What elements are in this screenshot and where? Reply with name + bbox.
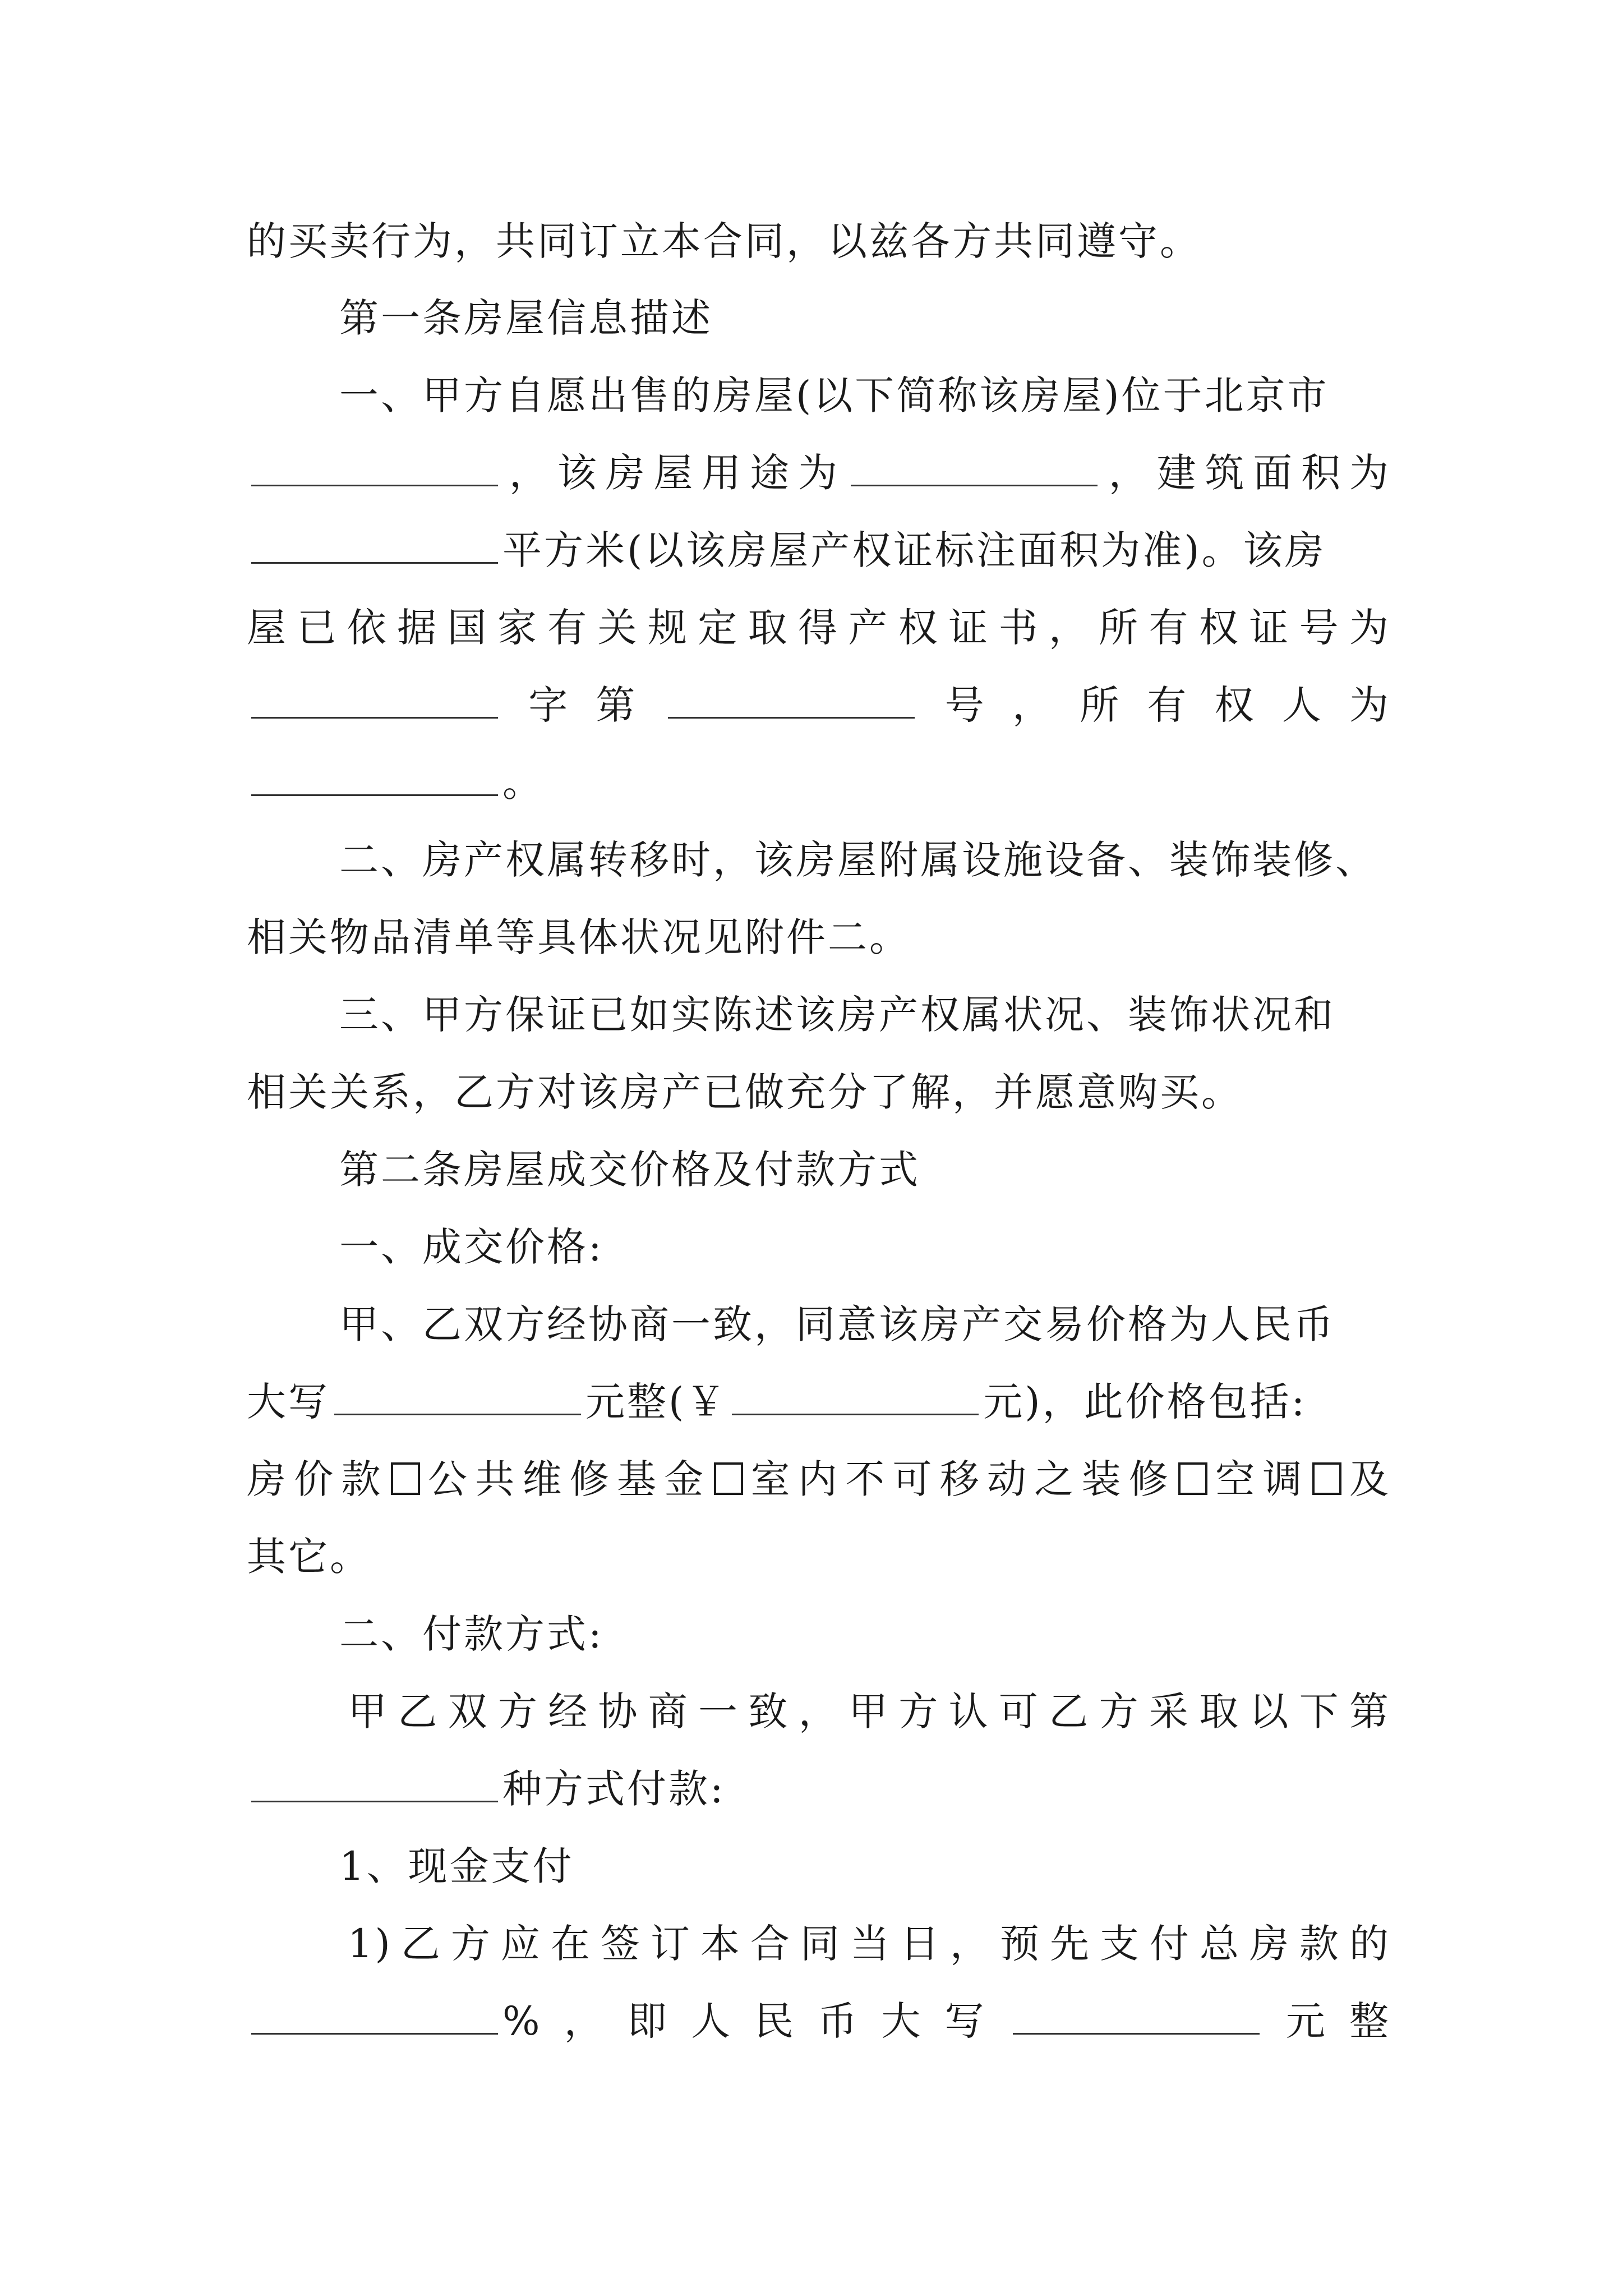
blank-field <box>251 1999 498 2035</box>
paragraph-line <box>247 671 1391 739</box>
blank-field <box>251 451 498 486</box>
paragraph-line <box>339 1600 1391 1668</box>
blank-field <box>251 761 498 796</box>
text: 平方米(以该房屋产权证标注面积为准)。该房 <box>502 527 1326 573</box>
paragraph-line <box>339 826 1391 894</box>
text: 号，所有权人为 <box>919 682 1391 728</box>
text: 其它。 <box>247 1534 371 1580</box>
text: 空调 <box>1210 1456 1310 1502</box>
text: 第二条房屋成交价格及付款方式 <box>339 1147 920 1193</box>
paragraph-line <box>247 1755 1391 1823</box>
text: 一、甲方自愿出售的房屋(以下简称该房屋)位于北京市 <box>339 372 1329 418</box>
paragraph-line <box>247 594 1391 661</box>
text: 元整 <box>1264 1998 1391 2044</box>
checkbox[interactable] <box>391 1462 420 1495</box>
text: 相关关系，乙方对该房产已做充分了解，并愿意购买。 <box>247 1069 1243 1115</box>
text: 。 <box>502 760 544 806</box>
paragraph-line <box>247 1446 1391 1513</box>
blank-field <box>668 683 915 719</box>
paragraph-line <box>339 1833 1391 1900</box>
section-heading <box>339 1136 1391 1203</box>
paragraph-line <box>247 517 1391 584</box>
checkbox[interactable] <box>1312 1462 1341 1495</box>
text: 室内不可移动之装修 <box>745 1456 1176 1502</box>
text: 甲、乙双方经协商一致，同意该房产交易价格为人民币 <box>339 1301 1335 1347</box>
blank-field <box>732 1380 979 1415</box>
paragraph-line <box>247 904 1391 971</box>
paragraph-line <box>247 1059 1391 1126</box>
blank-field <box>851 451 1098 486</box>
blank-field <box>251 683 498 719</box>
section-heading <box>339 284 1391 352</box>
text: 及 <box>1343 1456 1391 1502</box>
text: 房价款 <box>247 1456 389 1502</box>
paragraph-line <box>339 362 1391 429</box>
blank-field <box>251 528 498 564</box>
paragraph-line <box>247 1987 1391 2055</box>
blank-field <box>334 1380 581 1415</box>
text: 字第 <box>502 682 663 728</box>
blank-field <box>251 1767 498 1802</box>
paragraph-line <box>339 1291 1391 1358</box>
text: 元)，此价格包括: <box>983 1379 1307 1425</box>
paragraph-line <box>247 1523 1391 1590</box>
text: 1、现金支付 <box>339 1843 574 1889</box>
checkbox[interactable] <box>1178 1462 1207 1495</box>
text: 公共维修基金 <box>422 1456 712 1502</box>
text: 屋已依据国家有关规定取得产权证书，所有权证号为 <box>247 605 1391 651</box>
text: 甲乙双方经协商一致，甲方认可乙方采取以下第 <box>348 1688 1391 1734</box>
paragraph-line <box>339 1213 1391 1281</box>
text: 的买卖行为，共同订立本合同，以兹各方共同遵守。 <box>247 218 1201 264</box>
text: 第一条房屋信息描述 <box>339 295 713 341</box>
paragraph-line <box>247 439 1391 507</box>
text: ，建筑面积为 <box>1101 450 1391 496</box>
text: 三、甲方保证已如实陈述该房产权属状况、装饰状况和 <box>339 992 1335 1038</box>
paragraph-line <box>247 208 1391 275</box>
checkbox[interactable] <box>714 1462 743 1495</box>
paragraph-line <box>247 749 1391 816</box>
text: ，该房屋用途为 <box>502 450 846 496</box>
text: 二、房产权属转移时，该房屋附属设施设备、装饰装修、 <box>339 837 1377 883</box>
text: 种方式付款: <box>502 1766 726 1812</box>
text: 大写 <box>247 1379 330 1425</box>
text: 1)乙方应在签订本合同当日，预先支付总房款的 <box>348 1921 1391 1967</box>
text: 一、成交价格: <box>339 1224 604 1270</box>
paragraph-line <box>339 981 1391 1048</box>
text: %，即人民币大写 <box>502 1998 1008 2044</box>
text: 相关物品清单等具体状况见附件二。 <box>247 914 911 960</box>
paragraph-line <box>348 1910 1391 1977</box>
paragraph-line <box>247 1368 1391 1435</box>
text: 二、付款方式: <box>339 1611 604 1657</box>
paragraph-line <box>348 1678 1391 1745</box>
blank-field <box>1013 1999 1260 2035</box>
text: 元整(￥ <box>585 1379 728 1425</box>
